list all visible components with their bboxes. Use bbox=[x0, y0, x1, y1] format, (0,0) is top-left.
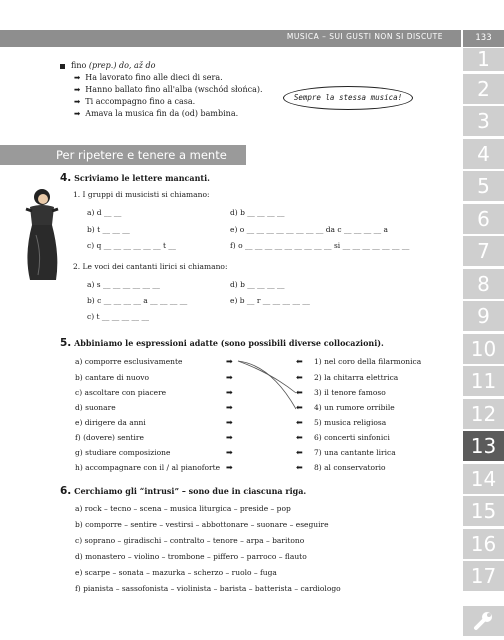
exercise-4-question-1: 1. I gruppi di musicisti si chiamano: bbox=[73, 190, 210, 199]
match-right-item: 5) musica religiosa bbox=[314, 418, 387, 427]
vocabulary-headword: fino (prep.) do, až do bbox=[60, 60, 330, 72]
arrow-left-icon: ⬅ bbox=[296, 433, 303, 442]
example-line: ➡ Hanno ballato fino all'alba (wschód słońca). bbox=[74, 85, 263, 94]
match-right-item: 1) nel coro della filarmonica bbox=[314, 357, 422, 366]
arrow-right-icon: ➡ bbox=[226, 373, 233, 382]
exercise-4-title: 4. Scriviamo le lettere mancanti. bbox=[60, 172, 210, 184]
chapter-tab-11[interactable]: 11 bbox=[463, 366, 504, 396]
example-line: ➡ Amava la musica fin da (od) bambina. bbox=[74, 109, 239, 118]
chapter-tab-4[interactable]: 4 bbox=[463, 139, 504, 169]
arrow-left-icon: ⬅ bbox=[296, 418, 303, 427]
intruder-row: e) scarpe – sonata – mazurka – scherzo – ruolo – fuga bbox=[75, 568, 277, 577]
match-left-item: b) cantare di nuovo bbox=[75, 373, 150, 382]
opera-singer-illustration bbox=[22, 185, 62, 285]
blank-item: b) t __ __ __ bbox=[87, 225, 130, 234]
intruder-row: c) soprano – giradischi – contralto – tenore – arpa – baritono bbox=[75, 536, 305, 545]
match-left-item: f) (dovere) sentire bbox=[75, 433, 144, 442]
match-right-item: 3) il tenore famoso bbox=[314, 388, 386, 397]
arrow-right-icon: ➡ bbox=[226, 418, 233, 427]
exercise-4-question-2: 2. Le voci dei cantanti lirici si chiamano: bbox=[73, 262, 228, 271]
section-title: Per ripetere e tenere a mente bbox=[56, 148, 227, 162]
arrow-right-icon: ➡ bbox=[226, 433, 233, 442]
wrench-icon bbox=[463, 606, 504, 636]
match-left-item: a) comporre esclusivamente bbox=[75, 357, 183, 366]
arrow-left-icon: ⬅ bbox=[296, 373, 303, 382]
match-curve bbox=[238, 361, 296, 393]
intruder-row: b) comporre – sentire – vestirsi – abbottonare – suonare – eseguire bbox=[75, 520, 329, 529]
arrow-right-icon: ➡ bbox=[74, 85, 81, 94]
chapter-tab-15[interactable]: 15 bbox=[463, 496, 504, 526]
arrow-right-icon: ➡ bbox=[226, 357, 233, 366]
match-left-item: c) ascoltare con piacere bbox=[75, 388, 167, 397]
blank-item: b) c __ __ __ __ a __ __ __ __ bbox=[87, 296, 188, 305]
blank-item: d) b __ __ __ __ bbox=[230, 280, 285, 289]
example-line: ➡ Ha lavorato fino alle dieci di sera. bbox=[74, 73, 223, 82]
blank-item: d) b __ __ __ __ bbox=[230, 208, 285, 217]
match-curve bbox=[238, 361, 296, 409]
match-right-item: 4) un rumore orribile bbox=[314, 403, 395, 412]
chapter-tab-7[interactable]: 7 bbox=[463, 236, 504, 266]
arrow-right-icon: ➡ bbox=[226, 448, 233, 457]
example-match-curves bbox=[236, 355, 298, 410]
arrow-right-icon: ➡ bbox=[74, 109, 81, 118]
chapter-tab-1[interactable]: 1 bbox=[463, 48, 504, 71]
blank-item: a) s __ __ __ __ __ __ bbox=[87, 280, 160, 289]
arrow-left-icon: ⬅ bbox=[296, 357, 303, 366]
chapter-tab-5[interactable]: 5 bbox=[463, 171, 504, 201]
chapter-tabs bbox=[463, 48, 504, 594]
chapter-tab-17[interactable]: 17 bbox=[463, 561, 504, 591]
chapter-tab-16[interactable]: 16 bbox=[463, 529, 504, 559]
blank-item: e) o __ __ __ __ __ __ __ __ da c __ __ __ __ a bbox=[230, 225, 388, 234]
chapter-tab-12[interactable]: 12 bbox=[463, 399, 504, 429]
chapter-tab-10[interactable]: 10 bbox=[463, 334, 504, 364]
chapter-tab-8[interactable]: 8 bbox=[463, 269, 504, 299]
match-left-item: d) suonare bbox=[75, 403, 116, 412]
chapter-tab-2[interactable]: 2 bbox=[463, 74, 504, 104]
chapter-tab-14[interactable]: 14 bbox=[463, 464, 504, 494]
arrow-right-icon: ➡ bbox=[226, 463, 233, 472]
arrow-left-icon: ⬅ bbox=[296, 388, 303, 397]
tools-tab[interactable] bbox=[463, 606, 504, 636]
blank-item: c) t __ __ __ __ __ bbox=[87, 312, 149, 321]
match-left-item: h) accompagnare con il / al pianoforte bbox=[75, 463, 221, 472]
square-bullet-icon bbox=[60, 64, 65, 69]
match-right-item: 6) concerti sinfonici bbox=[314, 433, 390, 442]
match-right-item: 8) al conservatorio bbox=[314, 463, 386, 472]
blank-item: c) q __ __ __ __ __ __ t __ bbox=[87, 241, 176, 250]
exercise-5-title: 5. Abbiniamo le espressioni adatte (sono possibili diverse collocazioni). bbox=[60, 337, 384, 349]
chapter-tab-6[interactable]: 6 bbox=[463, 204, 504, 234]
arrow-right-icon: ➡ bbox=[226, 388, 233, 397]
intruder-row: a) rock – tecno – scena – musica liturgica – preside – pop bbox=[75, 504, 291, 513]
page-number: 133 bbox=[463, 30, 504, 47]
blank-item: f) o __ __ __ __ __ __ __ __ __ si __ __ __ __ __ __ __ bbox=[230, 241, 410, 250]
match-right-item: 2) la chitarra elettrica bbox=[314, 373, 399, 382]
arrow-left-icon: ⬅ bbox=[296, 463, 303, 472]
header-title: MUSICA – SUI GUSTI NON SI DISCUTE bbox=[286, 32, 443, 41]
intruder-row: f) pianista – sassofonista – violinista – barista – batterista – cardiologo bbox=[75, 584, 341, 593]
blank-item: e) b __ r __ __ __ __ __ bbox=[230, 296, 310, 305]
arrow-left-icon: ⬅ bbox=[296, 448, 303, 457]
arrow-right-icon: ➡ bbox=[74, 73, 81, 82]
speech-bubble: Sempre la stessa musica! bbox=[283, 86, 413, 110]
intruder-row: d) monastero – violino – trombone – piffero – parroco – flauto bbox=[75, 552, 307, 561]
vocabulary-note-fino bbox=[60, 60, 330, 120]
arrow-right-icon: ➡ bbox=[74, 97, 81, 106]
match-left-item: g) studiare composizione bbox=[75, 448, 171, 457]
exercise-6-title: 6. Cerchiamo gli “intrusi” – sono due in ciascuna riga. bbox=[60, 485, 307, 497]
arrow-left-icon: ⬅ bbox=[296, 403, 303, 412]
blank-item: a) d __ __ bbox=[87, 208, 122, 217]
chapter-tab-3[interactable]: 3 bbox=[463, 106, 504, 136]
header-bar bbox=[0, 30, 461, 47]
match-left-item: e) dirigere da anni bbox=[75, 418, 146, 427]
match-right-item: 7) una cantante lirica bbox=[314, 448, 396, 457]
chapter-tab-9[interactable]: 9 bbox=[463, 301, 504, 331]
chapter-tab-13[interactable]: 13 bbox=[463, 431, 504, 461]
arrow-right-icon: ➡ bbox=[226, 403, 233, 412]
example-line: ➡ Ti accompagno fino a casa. bbox=[74, 97, 196, 106]
